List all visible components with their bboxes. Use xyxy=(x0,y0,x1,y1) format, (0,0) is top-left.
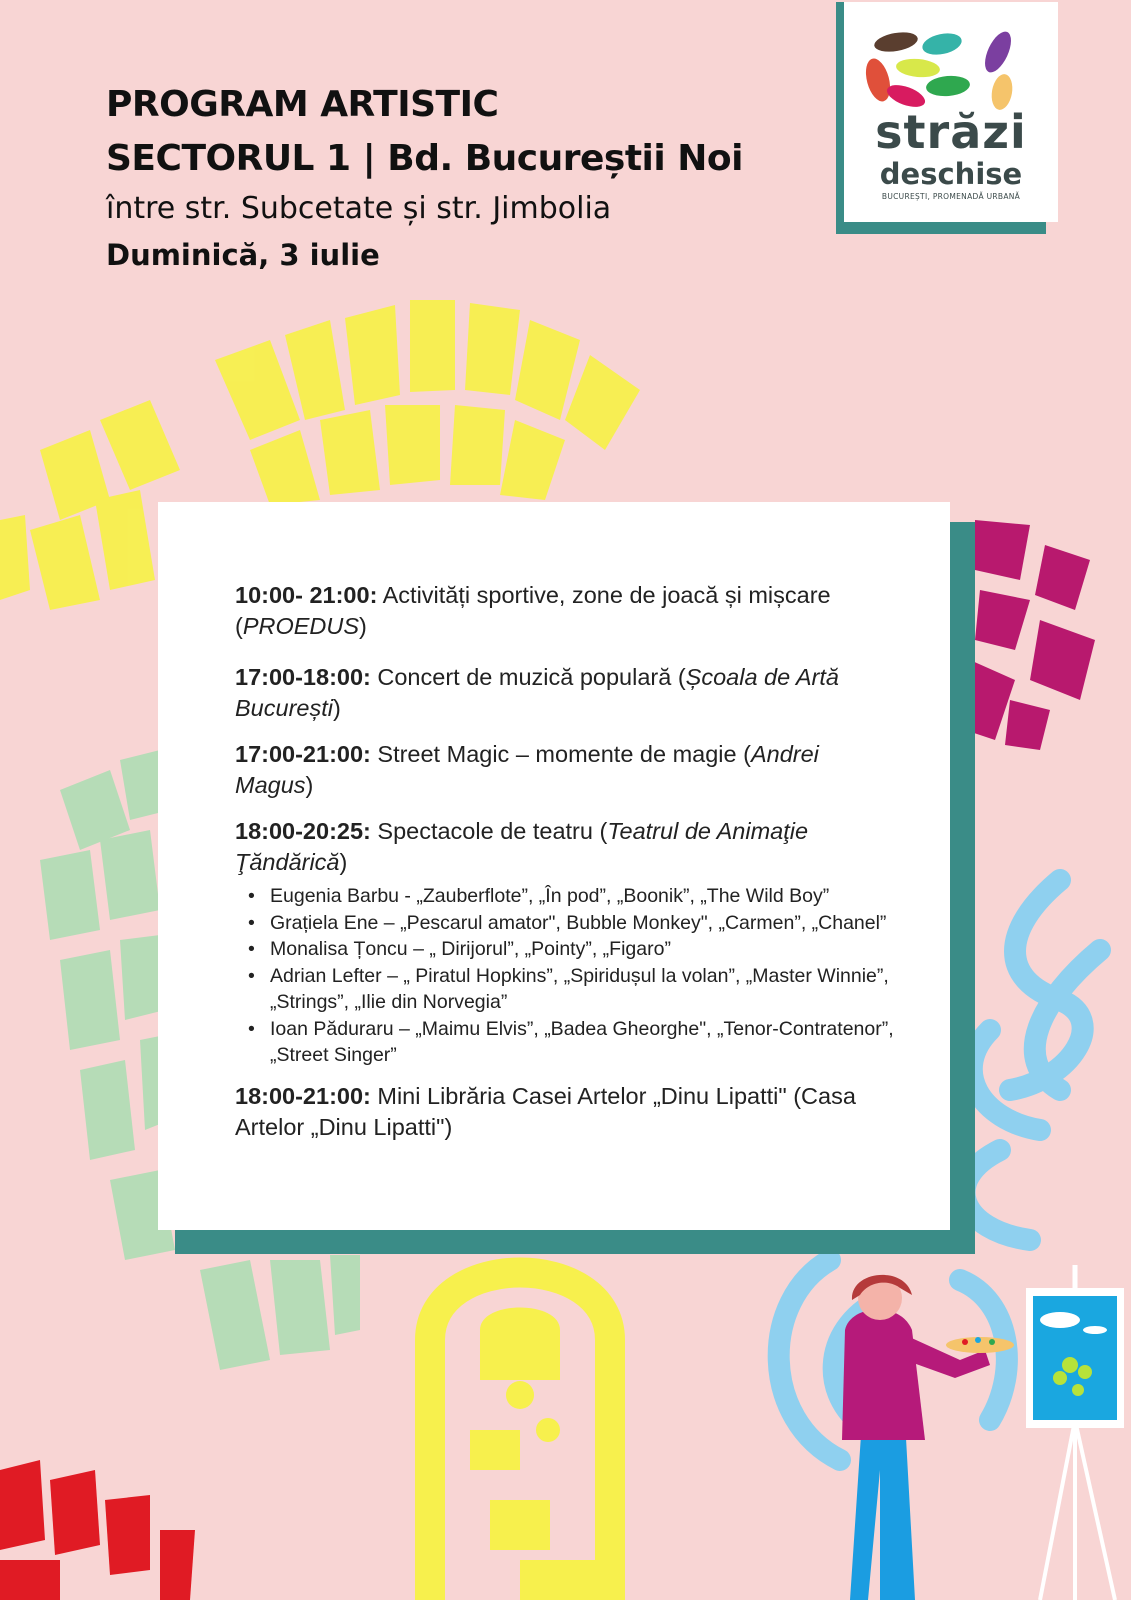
painter-illustration xyxy=(842,1275,1014,1600)
entry-time: 17:00-21:00: xyxy=(235,741,371,767)
logo-word-deschise: deschise xyxy=(879,157,1023,191)
location-line: între str. Subcetate și str. Jimbolia xyxy=(106,191,612,226)
program-entry xyxy=(235,662,895,724)
program-entry xyxy=(235,580,895,642)
red-footprint-icon xyxy=(0,1460,195,1600)
entry-time: 17:00-18:00: xyxy=(235,664,371,690)
entry-end: ) xyxy=(359,613,367,639)
entry-time: 18:00-20:25: xyxy=(235,818,371,844)
list-item: • Monalisa Țoncu – „ Dirijorul”, „Pointy”, „Figaro” xyxy=(270,936,895,963)
list-item: • Eugenia Barbu - „Zauberflote”, „În pod”, „Boonik”, „The Wild Boy” xyxy=(270,883,895,910)
entry-end: ) xyxy=(332,695,341,721)
easel-illustration xyxy=(1026,1265,1124,1600)
sector-line: SECTORUL 1 | Bd. Bucureștii Noi xyxy=(106,138,743,179)
entry-description: Concert de muzică populară ( xyxy=(370,664,686,690)
list-item: • Ioan Păduraru – „Maimu Elvis”, „Badea Gheorghe", „Tenor-Contratenor”, „Street Singer” xyxy=(270,1016,895,1069)
program-entry xyxy=(235,739,895,801)
entry-end: ) xyxy=(339,849,348,875)
list-item: • Adrian Lefter – „ Piratul Hopkins”, „Spiridușul la volan”, „Master Winnie”, „Strings”, „Ilie din Norvegia” xyxy=(270,963,895,1016)
logo-word-strazi: străzi xyxy=(875,105,1027,159)
title-line: PROGRAM ARTISTIC xyxy=(106,84,499,125)
logo-footprints-icon xyxy=(844,2,1058,112)
program-list xyxy=(235,580,895,1143)
entry-time: 10:00- 21:00: xyxy=(235,582,378,608)
logo-tagline: BUCUREȘTI, PROMENADĂ URBANĂ xyxy=(881,192,1021,201)
program-card xyxy=(158,502,950,1230)
entry-description: Mini Librăria Casei Artelor „Dinu Lipatti" (Casa Artelor „Dinu Lipatti") xyxy=(235,1082,856,1140)
entry-organizer: Andrei Magus xyxy=(235,741,819,798)
entry-organizer: PROEDUS xyxy=(242,613,360,639)
list-item: • Grațiela Ene – „Pescarul amator", Bubble Monkey", „Carmen”, „Chanel” xyxy=(270,910,895,937)
entry-organizer: Teatrul de Animaţie Ţăndărică xyxy=(235,818,809,875)
page-header xyxy=(106,78,743,278)
entry-organizer: Școala de Artă București xyxy=(235,664,839,721)
date-line: Duminică, 3 iulie xyxy=(106,238,380,272)
logo xyxy=(844,2,1058,222)
magenta-footprint-icon xyxy=(965,520,1095,750)
entry-description: Street Magic – momente de magie ( xyxy=(370,741,751,767)
entry-time: 18:00-21:00: xyxy=(235,1082,371,1109)
entry-description: Activități sportive, zone de joacă și mișcare ( xyxy=(235,582,831,639)
entry-description: Spectacole de teatru ( xyxy=(370,818,608,844)
program-entry xyxy=(235,816,895,878)
entry-end: ) xyxy=(305,772,314,798)
program-entry xyxy=(235,1081,895,1143)
theatre-performers-list xyxy=(235,883,895,1069)
